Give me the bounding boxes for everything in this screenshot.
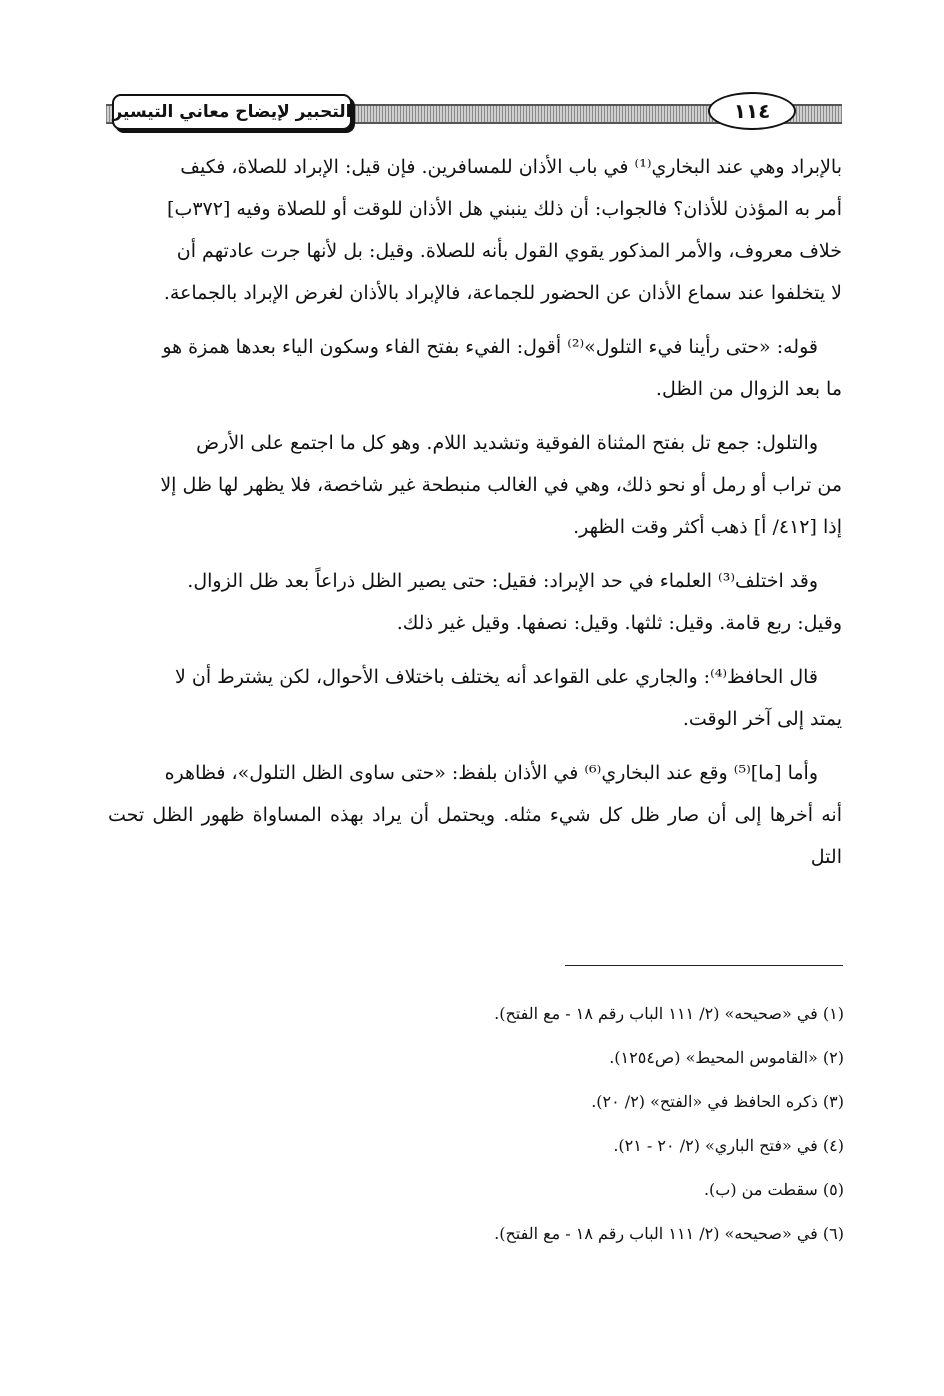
paragraph: بالإبراد وهي عند البخاري⁽¹⁾ في باب الأذان للمسافرين. فإن قيل: الإبراد للصلاة، فكيف أمر به المؤذن للأذان؟ فالجواب: أن ذلك ينبني هل الأذان للوقت أو للصلاة وفيه [٣٧٢ب] خلاف معروف، والأمر المذكور يقوي القول بأنه للصلاة. وقيل: بل لأنها جرت عادتهم أن لا يتخلفوا عند سماع الأذان عن الحضور للجماعة، فالإبراد بالأذان لغرض الإبراد بالجماعة. [163,156,842,304]
book-title: التحبير لإيضاح معاني التيسير [112,94,352,130]
footnote: (٣) ذكره الحافظ في «الفتح» (٢/ ٢٠). [591,1092,844,1111]
footnote: (١) في «صحيحه» (٢/ ١١١ الباب رقم ١٨ - مع الفتح). [494,1004,844,1023]
paragraph: قال الحافظ⁽⁴⁾: والجاري على القواعد أنه يختلف باختلاف الأحوال، لكن يشترط أن لا يمتد إلى آخر الوقت. [175,666,842,730]
paragraph: قوله: «حتى رأينا فيء التلول»⁽²⁾ أقول: الفيء بفتح الفاء وسكون الياء بعدها همزة هو ما بعد الزوال من الظل. [162,336,842,400]
footnote: (٢) «القاموس المحيط» (ص١٢٥٤). [609,1048,844,1067]
paragraph: وأما [ما]⁽⁵⁾ وقع عند البخاري⁽⁶⁾ في الأذان بلفظ: «حتى ساوى الظل التلول»، فظاهره أنه أخرها إلى أن صار ظل كل شيء مثله. ويحتمل أن يراد بهذه المساواة ظهور الظل تحت التل [108,762,842,868]
page-number: ١١٤ [708,92,796,130]
footnote-separator [565,965,843,966]
footnote: (٤) في «فتح الباري» (٢/ ٢٠ - ٢١). [613,1136,844,1155]
footnotes [144,992,844,1256]
main-text [108,146,842,890]
paragraph: والتلول: جمع تل بفتح المثناة الفوقية وتشديد اللام. وهو كل ما اجتمع على الأرض من تراب أو رمل أو نحو ذلك، وهي في الغالب منبطحة غير شاخصة، فلا يظهر لها ظل إلا إذا [٤١٢/ أ] ذهب أكثر وقت الظهر. [160,432,842,538]
running-header [106,92,842,140]
footnote: (٦) في «صحيحه» (٢/ ١١١ الباب رقم ١٨ - مع الفتح). [494,1224,844,1243]
paragraph: وقد اختلف⁽³⁾ العلماء في حد الإبراد: فقيل: حتى يصير الظل ذراعاً بعد ظل الزوال. وقيل: ربع قامة. وقيل: ثلثها. وقيل: نصفها. وقيل غير ذلك. [187,570,842,634]
footnote: (٥) سقطت من (ب). [703,1180,844,1199]
